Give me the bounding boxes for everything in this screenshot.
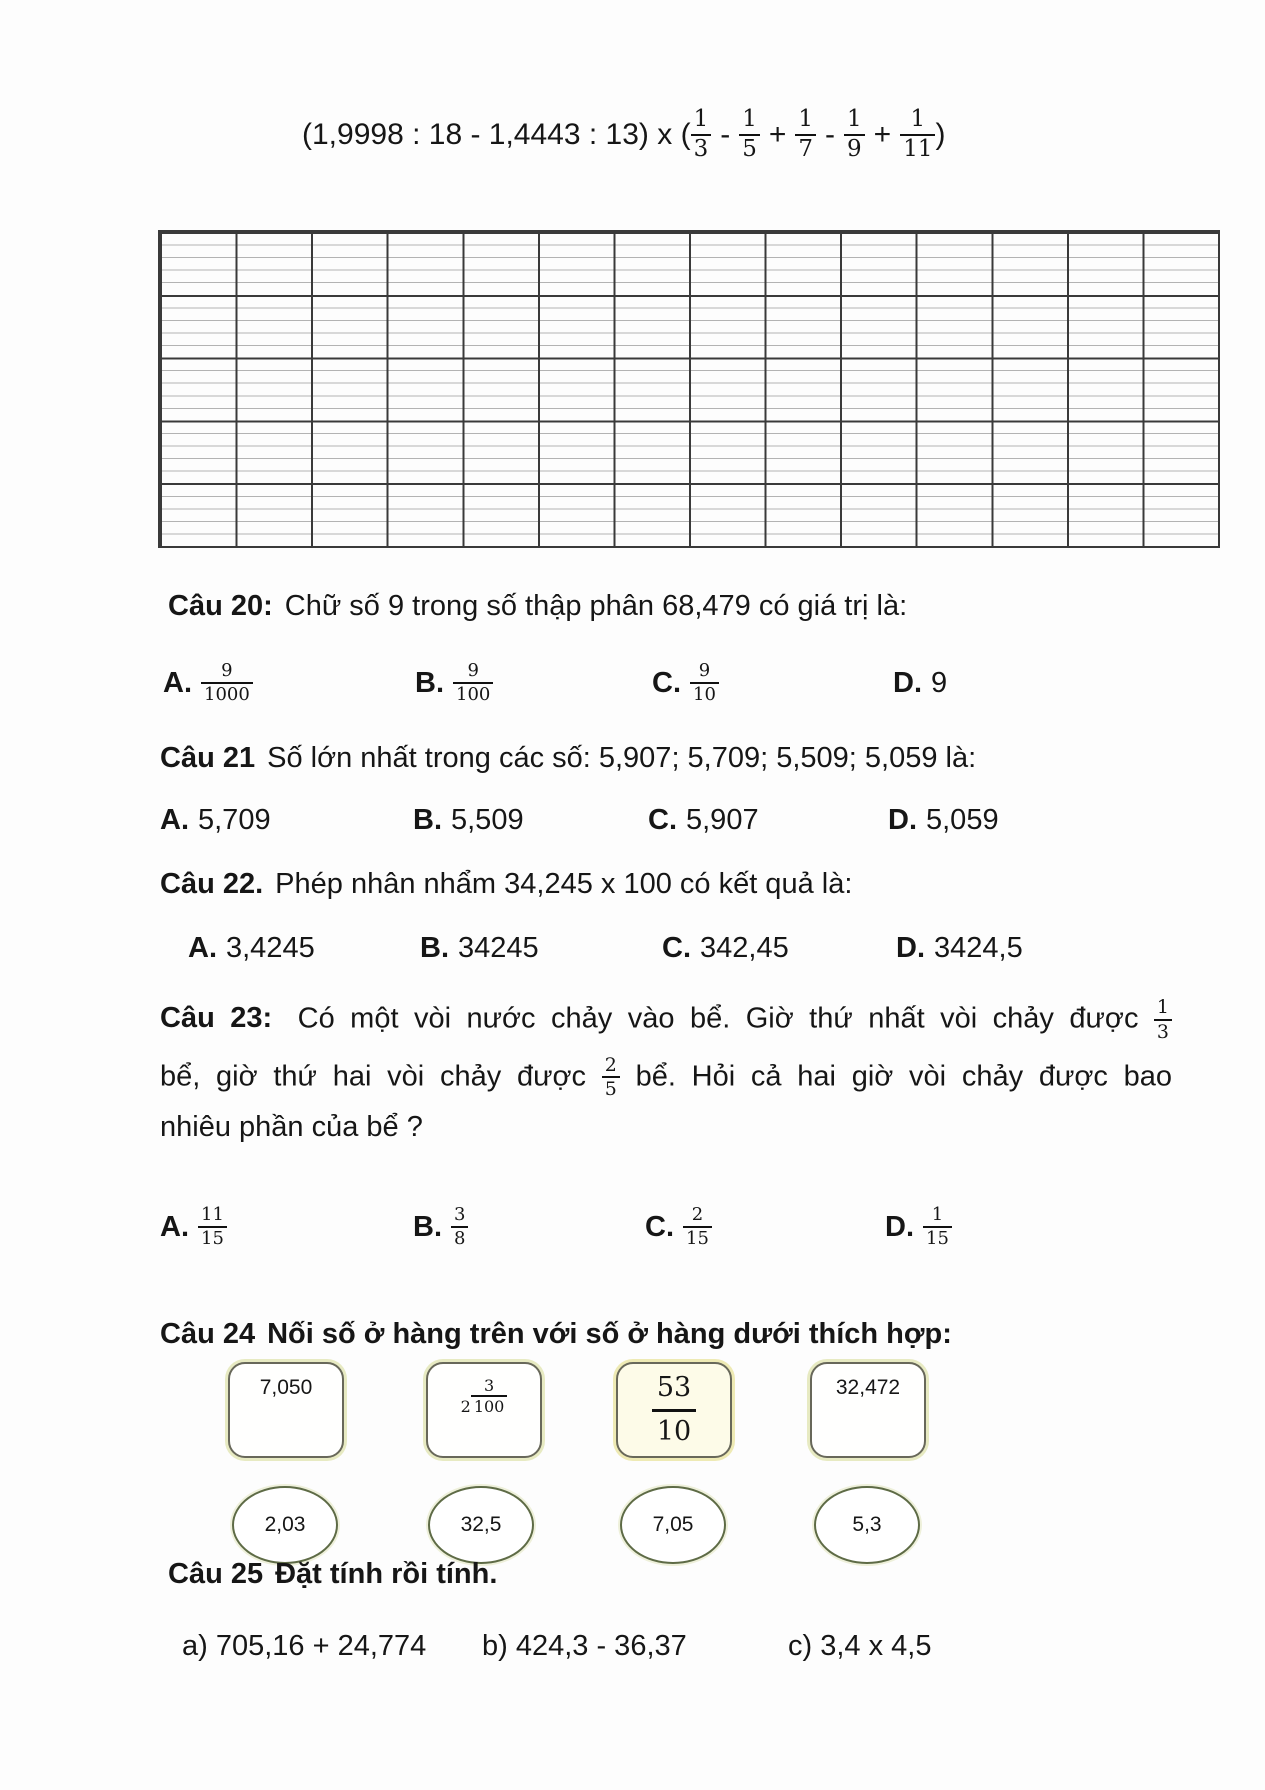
fraction-9-100: $\frac{9}{100}$ (453, 660, 493, 705)
q24-label: Câu 24 (160, 1318, 256, 1350)
fraction-11-15: $\frac{11}{15}$ (198, 1204, 227, 1249)
q23-text-1: Có một vòi nước chảy vào bể. Giờ thứ nhất vòi chảy được (297, 1002, 1139, 1035)
q21-option-c (648, 800, 759, 840)
question-21-heading (160, 742, 976, 775)
operator-minus: - (825, 118, 836, 151)
operator-plus: + (768, 118, 787, 151)
q21-label: Câu 21 (160, 742, 256, 774)
option-value: 5,059 (926, 803, 999, 836)
q20-label: Câu 20: (168, 590, 273, 622)
option-key: A. (160, 803, 189, 836)
operator-minus: - (720, 118, 731, 151)
option-value: 342,45 (700, 931, 789, 964)
q23-label: Câu 23: (160, 1002, 273, 1035)
box-value: 32,472 (835, 1376, 901, 1399)
q23-line-1 (160, 996, 1172, 1044)
q25-label: Câu 25 (168, 1558, 264, 1590)
q25-text: Đặt tính rồi tính. (275, 1558, 498, 1590)
fraction-2-15: $\frac{2}{15}$ (683, 1204, 712, 1249)
expression-suffix: ) (935, 118, 946, 151)
match-oval-203 (232, 1486, 338, 1564)
option-value: 5,509 (451, 803, 524, 836)
question-20-heading (168, 590, 907, 623)
q22-text: Phép nhân nhẩm 34,245 x 100 có kết quả là: (275, 868, 853, 900)
mixed-whole: 2 (460, 1397, 471, 1417)
fraction-1-7: $\frac{1}{7}$ (795, 106, 816, 163)
match-box-mixed-2-3-100 (426, 1362, 542, 1458)
q25-item-c: c) 3,4 x 4,5 (788, 1630, 932, 1662)
option-value: 34245 (458, 931, 539, 964)
match-box-53-10 (616, 1362, 732, 1458)
fraction-1-15: $\frac{1}{15}$ (923, 1204, 952, 1249)
q22-label: Câu 22. (160, 868, 264, 900)
q25-item-a: a) 705,16 + 24,774 (182, 1630, 427, 1662)
q21-text: Số lớn nhất trong các số: 5,907; 5,709; 5,509; 5,059 là: (267, 742, 977, 774)
q23-line-2 (160, 1054, 1172, 1102)
fraction-1-3: $\frac{1}{3}$ (1154, 996, 1172, 1044)
option-value: 5,709 (198, 803, 271, 836)
option-key: D. (885, 1210, 914, 1243)
option-key: A. (188, 931, 217, 964)
option-key: D. (888, 803, 917, 836)
option-key: A. (163, 666, 192, 699)
fraction-53-10: $\frac{53}{10}$ (652, 1370, 696, 1450)
question-25-heading (168, 1558, 497, 1591)
q23-option-b (413, 1192, 468, 1262)
option-key: B. (415, 666, 444, 699)
fraction-3-100: $\frac{3}{100}$ (471, 1376, 508, 1416)
option-key: B. (413, 803, 442, 836)
option-key: B. (413, 1210, 442, 1243)
option-key: D. (896, 931, 925, 964)
option-key: C. (652, 666, 681, 699)
q21-option-a (160, 800, 271, 840)
q20-text: Chữ số 9 trong số thập phân 68,479 có giá trị là: (284, 590, 908, 622)
q23-line-3 (160, 1111, 1172, 1144)
q22-option-b (420, 928, 539, 968)
option-key: C. (662, 931, 691, 964)
q22-option-c (662, 928, 789, 968)
expression-prefix: (1,9998 : 18 - 1,4443 : 13) x ( (302, 118, 691, 151)
box-value: 7,050 (259, 1376, 313, 1399)
question-23 (160, 996, 1172, 1144)
fraction-1-5: $\frac{1}{5}$ (739, 106, 760, 163)
option-value: 9 (931, 666, 948, 699)
q23-option-a (160, 1192, 227, 1262)
q21-option-d (888, 800, 999, 840)
math-expression (302, 100, 945, 170)
option-key: D. (893, 666, 922, 699)
q20-option-c (652, 648, 719, 718)
question-24-heading (160, 1318, 952, 1351)
oval-value: 32,5 (460, 1513, 502, 1536)
q20-option-b (415, 648, 493, 718)
writing-grid (158, 230, 1220, 548)
match-box-7050 (228, 1362, 344, 1458)
fraction-9-1000: $\frac{9}{1000}$ (201, 660, 253, 705)
q22-option-d (896, 928, 1023, 968)
match-box-32472 (810, 1362, 926, 1458)
question-22-heading (160, 868, 852, 901)
q20-option-d (893, 648, 947, 718)
oval-value: 7,05 (652, 1513, 694, 1536)
fraction-1-9: $\frac{1}{9}$ (844, 106, 865, 163)
q20-option-a (163, 648, 253, 718)
q21-option-b (413, 800, 524, 840)
match-oval-53 (814, 1486, 920, 1564)
fraction-2-5: $\frac{2}{5}$ (602, 1054, 620, 1102)
oval-value: 2,03 (264, 1513, 306, 1536)
option-value: 3424,5 (934, 931, 1023, 964)
q24-text: Nối số ở hàng trên với số ở hàng dưới thích hợp: (267, 1318, 952, 1350)
oval-value: 5,3 (852, 1513, 882, 1536)
fraction-1-3: $\frac{1}{3}$ (691, 106, 712, 163)
option-key: C. (645, 1210, 674, 1243)
q22-option-a (188, 928, 315, 968)
option-value: 3,4245 (226, 931, 315, 964)
option-value: 5,907 (686, 803, 759, 836)
q23-option-d (885, 1192, 952, 1262)
match-oval-325 (428, 1486, 534, 1564)
fraction-3-8: $\frac{3}{8}$ (451, 1204, 468, 1249)
q23-text-2: bể, giờ thứ hai vòi chảy được (160, 1060, 587, 1093)
option-key: B. (420, 931, 449, 964)
option-key: C. (648, 803, 677, 836)
option-key: A. (160, 1210, 189, 1243)
q23-text-3: nhiêu phần của bể ? (160, 1111, 423, 1144)
match-oval-705 (620, 1486, 726, 1564)
q23-text-2b: bể. Hỏi cả hai giờ vòi chảy được bao (635, 1060, 1173, 1093)
q25-item-b: b) 424,3 - 36,37 (482, 1630, 687, 1662)
mixed-number (461, 1376, 508, 1416)
fraction-9-10: $\frac{9}{10}$ (690, 660, 719, 705)
fraction-1-11: $\frac{1}{11}$ (900, 106, 935, 163)
operator-plus: + (873, 118, 892, 151)
q23-option-c (645, 1192, 712, 1262)
